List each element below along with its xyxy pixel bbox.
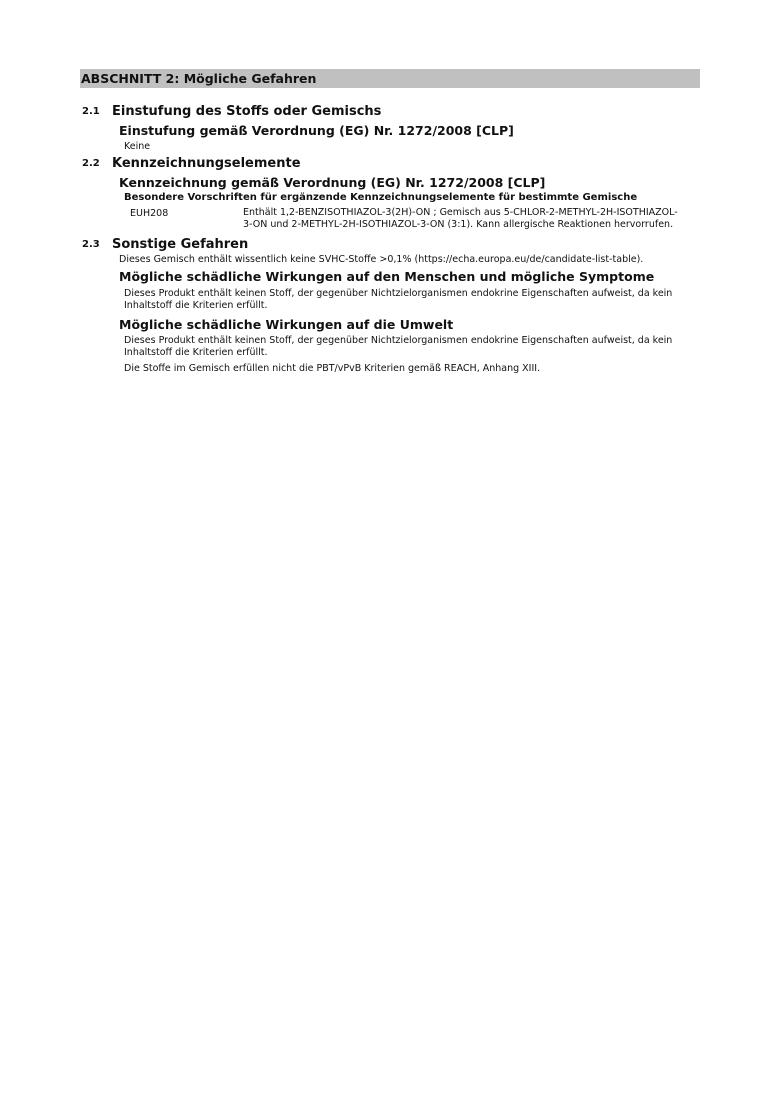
- environment-effects-line-1: Dieses Produkt enthält keinen Stoff, der gegenüber Nichtzielorganismen endokrine Eigenschaften aufweist, da kein: [124, 335, 673, 346]
- euh-text-line-2: 3-ON und 2-METHYL-2H-ISOTHIAZOL-3-ON (3:1). Kann allergische Reaktionen hervorrufen.: [243, 219, 674, 230]
- section-2-2-sub-heading: Besondere Vorschriften für ergänzende Kennzeichnungselemente für bestimmte Gemische: [124, 192, 638, 203]
- human-effects-line-1: Dieses Produkt enthält keinen Stoff, der gegenüber Nichtzielorganismen endokrine Eigenschaften aufweist, da kein: [124, 288, 673, 299]
- pbt-statement: Die Stoffe im Gemisch erfüllen nicht die PBT/vPvB Kriterien gemäß REACH, Anhang XIII.: [124, 363, 541, 374]
- human-effects-line-2: Inhaltstoff die Kriterien erfüllt.: [124, 300, 268, 311]
- environment-effects-line-2: Inhaltstoff die Kriterien erfüllt.: [124, 347, 268, 358]
- section-2-1-text: Keine: [124, 141, 151, 152]
- section-title: ABSCHNITT 2: Mögliche Gefahren: [81, 71, 317, 86]
- human-effects-title: Mögliche schädliche Wirkungen auf den Menschen und mögliche Symptome: [119, 269, 655, 284]
- section-2-2-number: 2.2: [82, 158, 100, 169]
- euh-text-line-1: Enthält 1,2-BENZISOTHIAZOL-3(2H)-ON ; Gemisch aus 5-CHLOR-2-METHYL-2H-ISOTHIAZOL-: [243, 207, 678, 218]
- section-2-3-title: Sonstige Gefahren: [112, 237, 249, 252]
- section-2-1-title: Einstufung des Stoffs oder Gemischs: [112, 104, 382, 119]
- section-2-3-number: 2.3: [82, 239, 100, 250]
- section-2-1-subtitle: Einstufung gemäß Verordnung (EG) Nr. 1272/2008 [CLP]: [119, 123, 514, 138]
- section-2-1-number: 2.1: [82, 106, 100, 117]
- euh-code: EUH208: [130, 208, 169, 219]
- section-2-2-subtitle: Kennzeichnung gemäß Verordnung (EG) Nr. 1272/2008 [CLP]: [119, 175, 546, 190]
- section-header-bar: [80, 69, 700, 88]
- svhc-statement: Dieses Gemisch enthält wissentlich keine SVHC-Stoffe >0,1% (https://echa.europa.eu/de/candidate-list-table).: [119, 254, 644, 265]
- environment-effects-title: Mögliche schädliche Wirkungen auf die Umwelt: [119, 317, 454, 332]
- section-2-2-title: Kennzeichnungselemente: [112, 156, 301, 171]
